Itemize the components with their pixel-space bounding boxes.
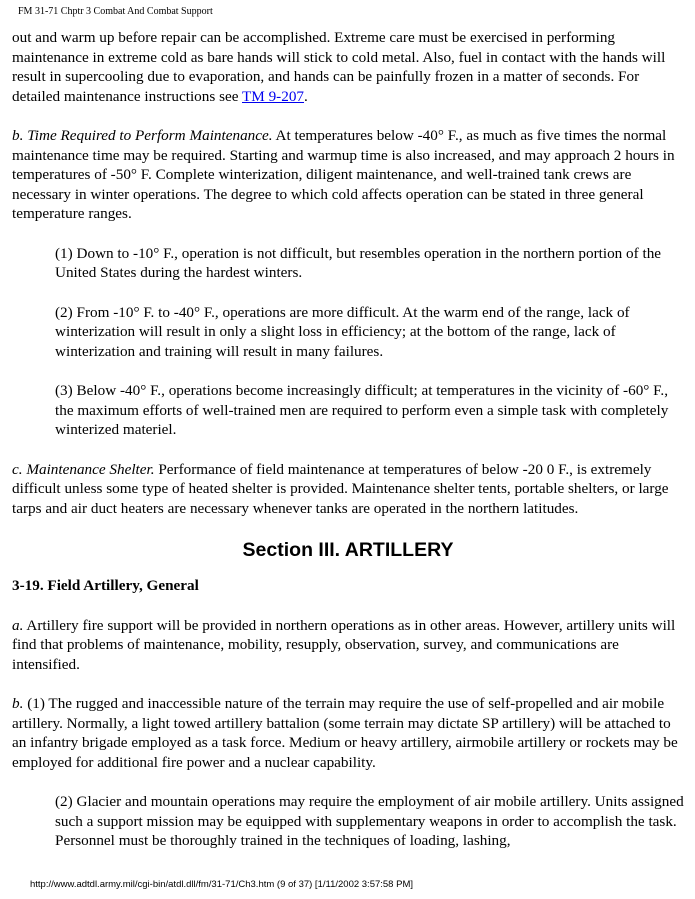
paragraph-c-heading: c. Maintenance Shelter. <box>12 460 155 478</box>
paragraph-b2-text: (1) The rugged and inaccessible nature of the terrain may require the use of self-propelled and air mobile artillery. Normally, a light towed artillery battalion (some terrain may dictate SP artillery) will be attached to an infantry brigade employed as a task force. Medium or heavy artillery, airmobile artillery or rockets may be employed for additional fire power and a nuclear capability. <box>12 695 678 771</box>
paragraph-a-label: a. <box>12 616 24 634</box>
paragraph-c-text: Performance of field maintenance at temperatures of below -20 0 F., is extremely difficult unless some type of heated shelter is provided. Maintenance shelter tents, portable shelters, or large tarps and air duct heaters are necessary whenever tanks are operated in the northern latitudes. <box>12 460 669 517</box>
paragraph-b2-label: b. <box>12 695 24 712</box>
section-title: Section III. ARTILLERY <box>242 539 454 561</box>
range-2: (2) From -10° F. to -40° F., operations are more difficult. At the warm end of the range, lack of winterization will result in only a slight loss in efficiency; at the bottom of the range, lack of winterization and training will result in many failures. <box>55 303 630 360</box>
range-1: (1) Down to -10° F., operation is not difficult, but resembles operation in the northern portion of the United States during the hardest winters. <box>55 244 662 281</box>
paragraph-b-maintenance-time <box>12 126 684 224</box>
paragraph-b-text: At temperatures below -40° F., as much as five times the normal maintenance time may be required. Starting and warmup time is also increased, and may approach 2 hours in temperatures of -50° F. Complete winterization, diligent maintenance, and well-trained tank crews are necessary in winter operations. The degree to which cold affects operation can be stated in three general temperature ranges. <box>12 127 675 222</box>
intro-paragraph <box>12 28 684 106</box>
paragraph-b-artillery <box>12 694 684 772</box>
intro-text: out and warm up before repair can be accomplished. Extreme care must be exercised in performing maintenance in extreme cold as bare hands will stick to cold metal. Also, fuel in contact with the hands will result in supercooling due to evaporation, and hands can be painfully frozen in a matter of seconds. For detailed maintenance instructions see <box>12 29 666 105</box>
subsection-title: 3-19. Field Artillery, General <box>12 577 199 594</box>
paragraph-c-maintenance-shelter <box>12 460 684 519</box>
intro-end: . <box>304 87 308 105</box>
paragraph-a-text: Artillery fire support will be provided in northern operations as in other areas. However, artillery units will find that problems of maintenance, mobility, resupply, observation, survey, and communications are intensified. <box>12 616 676 673</box>
paragraph-b-heading: b. Time Required to Perform Maintenance. <box>12 127 273 144</box>
paragraph-b2-sub-2: (2) Glacier and mountain operations may require the employment of air mobile artillery. Units assigned such a support mission may be equipped with supplementary weapons in order to accomplish the task. Personnel must be thoroughly trained in the techniques of loading, lashing, <box>55 793 684 849</box>
source-footer: http://www.adtdl.army.mil/cgi-bin/atdl.dll/fm/31-71/Ch3.htm (9 of 37) [1/11/2002 3:57:58 PM] <box>30 879 413 890</box>
paragraph-a-artillery <box>12 616 684 675</box>
document-body <box>12 28 684 851</box>
range-3: (3) Below -40° F., operations become increasingly difficult; at temperatures in the vicinity of -60° F., the maximum efforts of well-trained men are required to perform even a simple task with completely winterized materiel. <box>55 382 669 438</box>
tm-9-207-link[interactable]: TM 9-207 <box>242 87 305 105</box>
running-header: FM 31-71 Chptr 3 Combat And Combat Support <box>18 6 213 17</box>
